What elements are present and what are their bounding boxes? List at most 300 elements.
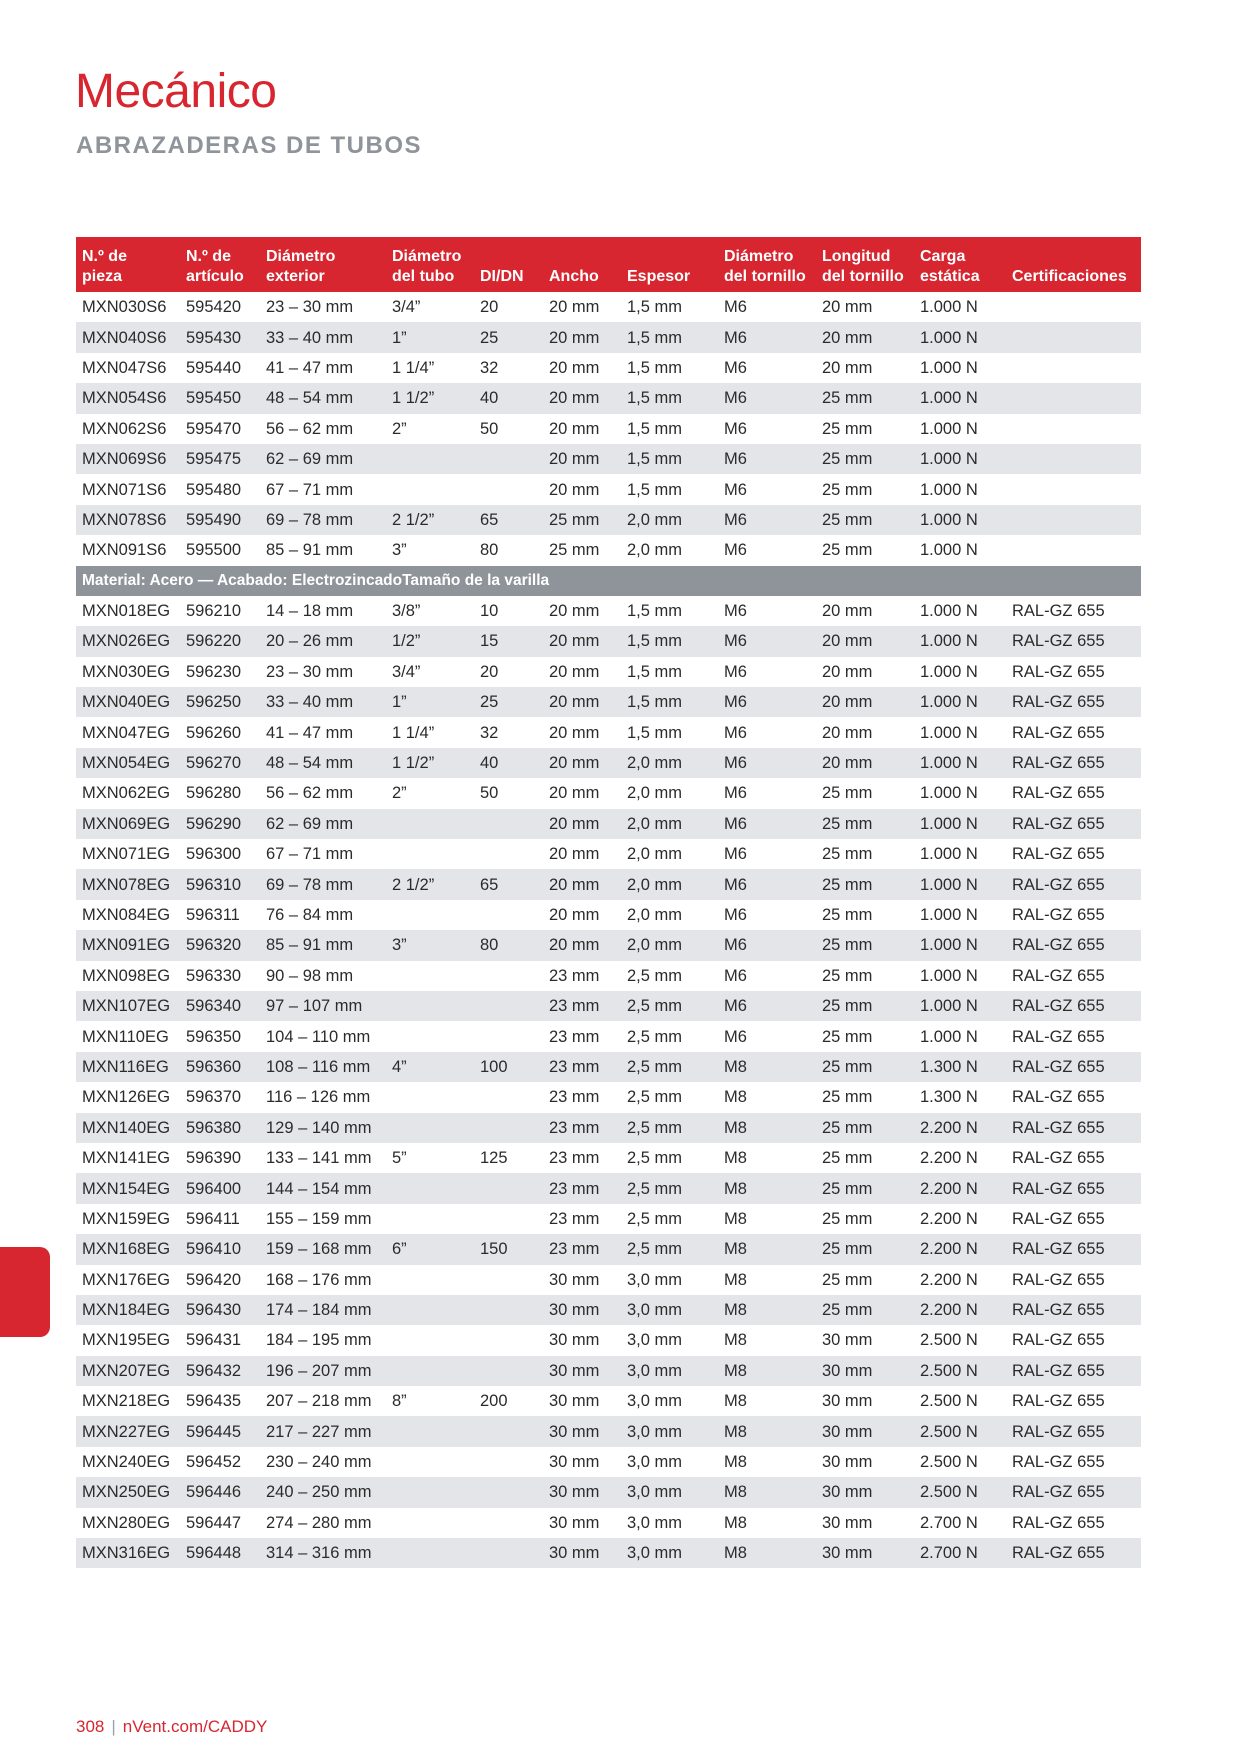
table-cell: 40: [474, 383, 543, 413]
table-cell: RAL-GZ 655: [1012, 1149, 1105, 1168]
table-cell: MXN018EG: [82, 602, 171, 621]
column-header: [914, 237, 1006, 292]
table-row: [76, 839, 1141, 869]
table-cell: RAL-GZ 655: [1006, 1052, 1141, 1082]
table-cell: 25: [474, 322, 543, 352]
table-cell: 2.200 N: [914, 1295, 1006, 1325]
table-cell: [474, 839, 543, 869]
table-cell: 20 mm: [816, 322, 914, 352]
table-cell: 20 – 26 mm: [260, 626, 386, 656]
table-cell: 20: [480, 662, 499, 681]
table-cell: 8”: [392, 1392, 407, 1411]
table-cell: 2,0 mm: [621, 809, 718, 839]
table-cell: RAL-GZ 655: [1006, 1538, 1141, 1568]
table-cell: 30 mm: [543, 1477, 621, 1507]
table-cell: 1 1/4”: [392, 723, 435, 742]
table-cell: 3,0 mm: [621, 1295, 718, 1325]
table-cell: 25 mm: [822, 1088, 873, 1107]
table-cell: 25 mm: [822, 1027, 873, 1046]
table-cell: [474, 1295, 543, 1325]
table-cell: [474, 444, 543, 474]
table-cell: 85 – 91 mm: [260, 930, 386, 960]
table-cell: 23 mm: [543, 991, 621, 1021]
table-cell: RAL-GZ 655: [1006, 809, 1141, 839]
column-header-line: N.º de: [82, 248, 127, 265]
table-cell: RAL-GZ 655: [1006, 626, 1141, 656]
table-cell: 230 – 240 mm: [266, 1453, 372, 1472]
column-header-line: Longitud: [822, 248, 891, 265]
table-cell: M6: [718, 383, 816, 413]
table-cell: MXN250EG: [76, 1477, 180, 1507]
table-cell: 3/4”: [392, 298, 421, 317]
table-row: [76, 1447, 1141, 1477]
table-cell: 2,5 mm: [621, 1052, 718, 1082]
table-cell: MXN078EG: [76, 869, 180, 899]
table-cell: 2,0 mm: [621, 930, 718, 960]
table-cell: 596340: [180, 991, 260, 1021]
column-header-line: Ancho: [549, 268, 599, 285]
table-row: [76, 626, 1141, 656]
table-cell: 3,0 mm: [621, 1356, 718, 1386]
table-cell: [386, 1356, 474, 1386]
table-cell: 3,0 mm: [627, 1453, 683, 1472]
table-cell: 30 mm: [543, 1356, 621, 1386]
table-cell: [386, 961, 474, 991]
table-cell: 240 – 250 mm: [260, 1477, 386, 1507]
table-cell: MXN091EG: [76, 930, 180, 960]
table-cell: 595430: [180, 322, 260, 352]
table-cell: RAL-GZ 655: [1006, 1295, 1141, 1325]
table-cell: 62 – 69 mm: [260, 809, 386, 839]
table-cell: 32: [480, 723, 499, 742]
table-cell: M6: [718, 322, 816, 352]
table-cell: 25 mm: [549, 541, 600, 560]
column-header: [474, 237, 543, 292]
table-cell: M6: [718, 748, 816, 778]
table-cell: RAL-GZ 655: [1012, 1088, 1105, 1107]
column-header-line: Certificaciones: [1012, 268, 1127, 285]
table-cell: 1.000 N: [920, 419, 978, 438]
table-cell: 1.000 N: [920, 602, 978, 621]
table-cell: 217 – 227 mm: [260, 1416, 386, 1446]
table-cell: 25 mm: [816, 1173, 914, 1203]
table-cell: 2.500 N: [914, 1356, 1006, 1386]
table-cell: 125: [480, 1149, 508, 1168]
table-header-row: [76, 237, 1141, 292]
table-cell: M6: [724, 966, 747, 985]
table-row: [76, 778, 1141, 808]
table-cell: 596320: [180, 930, 260, 960]
table-cell: 596411: [186, 1209, 240, 1228]
table-cell: M8: [724, 1088, 747, 1107]
table-cell: 23 mm: [549, 1088, 600, 1107]
table-cell: MXN069S6: [76, 444, 180, 474]
table-cell: 3/8”: [392, 602, 421, 621]
table-cell: 3,0 mm: [627, 1392, 683, 1411]
table-cell: 1.000 N: [920, 662, 978, 681]
table-cell: 596390: [186, 1149, 242, 1168]
table-cell: 100: [474, 1052, 543, 1082]
table-cell: 595500: [186, 541, 242, 560]
table-cell: 20 mm: [543, 687, 621, 717]
table-cell: MXN159EG: [82, 1209, 171, 1228]
column-header-line: N.º de: [186, 248, 231, 265]
table-cell: 30 mm: [816, 1356, 914, 1386]
column-header-line: estática: [920, 268, 980, 285]
table-cell: 174 – 184 mm: [260, 1295, 386, 1325]
table-cell: 25 mm: [816, 444, 914, 474]
table-row: [76, 444, 1141, 474]
table-cell: 56 – 62 mm: [266, 419, 354, 438]
table-cell: M6: [724, 784, 747, 803]
table-cell: M8: [724, 1209, 747, 1228]
table-cell: 1,5 mm: [621, 687, 718, 717]
table-body: [76, 292, 1141, 1568]
table-cell: 97 – 107 mm: [260, 991, 386, 1021]
table-cell: 2,5 mm: [621, 1113, 718, 1143]
table-cell: 33 – 40 mm: [260, 687, 386, 717]
table-row: [76, 1234, 1141, 1264]
table-cell: 30 mm: [543, 1295, 621, 1325]
table-cell: [474, 1416, 543, 1446]
footer-url: nVent.com/CADDY: [122, 1717, 268, 1736]
table-cell: 3/4”: [392, 662, 421, 681]
table-cell: M8: [718, 1477, 816, 1507]
table-cell: RAL-GZ 655: [1006, 1113, 1141, 1143]
table-cell: 596310: [180, 869, 260, 899]
table-cell: 596311: [186, 906, 240, 924]
table-row: [76, 353, 1141, 383]
table-cell: 116 – 126 mm: [266, 1088, 371, 1107]
table-cell: RAL-GZ 655: [1006, 687, 1141, 717]
table-cell: M6: [724, 662, 747, 681]
table-cell: 48 – 54 mm: [260, 748, 386, 778]
table-cell: 41 – 47 mm: [266, 723, 354, 742]
table-cell: M8: [718, 1295, 816, 1325]
column-header-line: pieza: [82, 268, 123, 285]
table-cell: [386, 991, 474, 1021]
table-cell: 67 – 71 mm: [266, 480, 354, 499]
table-cell: [386, 1508, 474, 1538]
table-cell: 596290: [180, 809, 260, 839]
table-cell: 30 mm: [549, 1392, 600, 1411]
table-cell: 48 – 54 mm: [260, 383, 386, 413]
table-cell: M8: [718, 1234, 816, 1264]
table-cell: [386, 1447, 474, 1477]
table-cell: M6: [724, 358, 747, 377]
table-cell: 25 mm: [822, 541, 873, 560]
table-cell: 596447: [186, 1513, 242, 1532]
section-label: Material: Acero — Acabado: ElectrozincadoTamaño de la varilla: [76, 566, 1141, 596]
table-cell: MXN040S6: [76, 322, 180, 352]
table-cell: 20 mm: [549, 298, 600, 317]
table-cell: 595420: [186, 298, 242, 317]
table-cell: MXN126EG: [82, 1088, 171, 1107]
table-cell: 15: [474, 626, 543, 656]
table-cell: 129 – 140 mm: [260, 1113, 386, 1143]
table-cell: 104 – 110 mm: [266, 1027, 371, 1046]
table-cell: M6: [724, 298, 747, 317]
table-cell: 50: [480, 419, 499, 438]
table-cell: 23 – 30 mm: [266, 662, 354, 681]
table-cell: 596360: [180, 1052, 260, 1082]
table-cell: RAL-GZ 655: [1012, 1270, 1105, 1289]
table-cell: 1,5 mm: [627, 358, 683, 377]
table-cell: [386, 474, 474, 504]
table-cell: 25 mm: [822, 845, 873, 864]
table-cell: 1,5 mm: [621, 626, 718, 656]
page-footer: [76, 1717, 267, 1737]
table-cell: 1.000 N: [914, 626, 1006, 656]
table-cell: 30 mm: [816, 1477, 914, 1507]
table-row: [76, 1204, 1141, 1234]
table-cell: RAL-GZ 655: [1012, 662, 1105, 681]
column-header: [386, 237, 474, 292]
table-cell: [386, 1173, 474, 1203]
table-cell: 1,5 mm: [627, 662, 683, 681]
table-cell: MXN062EG: [82, 784, 171, 803]
table-cell: [474, 900, 543, 930]
table-cell: 20 mm: [543, 626, 621, 656]
table-cell: 4”: [386, 1052, 474, 1082]
table-cell: 196 – 207 mm: [260, 1356, 386, 1386]
table-cell: RAL-GZ 655: [1012, 1027, 1105, 1046]
table-cell: 30 mm: [549, 1513, 600, 1532]
table-cell: 2,0 mm: [627, 541, 683, 560]
table-cell: [474, 1082, 543, 1112]
table-cell: 596448: [180, 1538, 260, 1568]
table-cell: MXN071EG: [82, 845, 171, 864]
table-cell: MXN280EG: [82, 1513, 171, 1532]
table-cell: 1.000 N: [914, 869, 1006, 899]
table-cell: MXN026EG: [76, 626, 180, 656]
table-cell: 20 mm: [543, 930, 621, 960]
table-cell: 76 – 84 mm: [266, 906, 354, 924]
table-cell: 2”: [392, 419, 407, 438]
table-row: [76, 505, 1141, 535]
table-cell: MXN078S6: [76, 505, 180, 535]
table-cell: [386, 1325, 474, 1355]
column-header-line: Diámetro: [392, 248, 462, 265]
column-header-line: del tubo: [392, 268, 455, 285]
table-cell: 1.000 N: [920, 298, 978, 317]
table-cell: 144 – 154 mm: [260, 1173, 386, 1203]
table-cell: [1006, 322, 1141, 352]
table-cell: 20 mm: [543, 383, 621, 413]
table-cell: 3”: [392, 541, 407, 560]
column-header-line: DI/DN: [480, 268, 524, 285]
table-row: [76, 1508, 1141, 1538]
table-cell: 2.500 N: [914, 1477, 1006, 1507]
table-cell: MXN168EG: [76, 1234, 180, 1264]
table-cell: 595475: [180, 444, 260, 474]
table-cell: [1006, 535, 1141, 565]
table-cell: 2.500 N: [920, 1331, 978, 1350]
table-cell: 20 mm: [543, 748, 621, 778]
column-header: [543, 237, 621, 292]
footer-separator: |: [111, 1717, 116, 1736]
table-cell: MXN084EG: [82, 906, 171, 924]
table-cell: RAL-GZ 655: [1006, 748, 1141, 778]
table-cell: 25 mm: [822, 1149, 873, 1168]
table-cell: M8: [724, 1453, 747, 1472]
table-cell: RAL-GZ 655: [1012, 1392, 1105, 1411]
table-cell: 25 mm: [543, 505, 621, 535]
table-row: [76, 1325, 1141, 1355]
table-cell: RAL-GZ 655: [1012, 906, 1105, 924]
table-cell: 25 mm: [822, 1209, 873, 1228]
table-cell: 1,5 mm: [627, 723, 683, 742]
table-cell: 90 – 98 mm: [266, 966, 354, 985]
table-cell: [386, 1021, 474, 1051]
table-cell: [386, 1538, 474, 1568]
column-header: [621, 237, 718, 292]
table-cell: 25 mm: [816, 1113, 914, 1143]
table-cell: RAL-GZ 655: [1006, 930, 1141, 960]
table-cell: 32: [480, 358, 499, 377]
table-cell: 184 – 195 mm: [266, 1331, 372, 1350]
table-cell: RAL-GZ 655: [1006, 869, 1141, 899]
table-cell: RAL-GZ 655: [1012, 784, 1105, 803]
table-cell: 596260: [186, 723, 242, 742]
table-cell: [474, 961, 543, 991]
table-cell: [474, 1538, 543, 1568]
table-cell: 1.000 N: [920, 906, 978, 924]
table-row: [76, 961, 1141, 991]
table-cell: 25 mm: [816, 505, 914, 535]
table-cell: RAL-GZ 655: [1006, 1416, 1141, 1446]
table-cell: 2,5 mm: [627, 1209, 683, 1228]
table-cell: 30 mm: [543, 1538, 621, 1568]
table-cell: MXN240EG: [82, 1453, 171, 1472]
table-cell: 25 mm: [822, 480, 873, 499]
table-cell: MXN316EG: [76, 1538, 180, 1568]
table-cell: M6: [718, 626, 816, 656]
table-cell: 596220: [180, 626, 260, 656]
table-cell: 2.200 N: [920, 1270, 978, 1289]
table-cell: 1.000 N: [920, 845, 978, 864]
table-cell: 1.000 N: [914, 505, 1006, 535]
table-cell: 33 – 40 mm: [260, 322, 386, 352]
table-cell: 1.000 N: [920, 480, 978, 499]
table-cell: RAL-GZ 655: [1012, 1209, 1105, 1228]
table-cell: 65: [474, 505, 543, 535]
table-row: [76, 1477, 1141, 1507]
table-cell: 50: [480, 784, 499, 803]
table-row: [76, 1265, 1141, 1295]
table-cell: 23 mm: [543, 1173, 621, 1203]
table-cell: 168 – 176 mm: [266, 1270, 372, 1289]
table-cell: M6: [724, 419, 747, 438]
column-header-line: Carga: [920, 248, 966, 265]
table-cell: 62 – 69 mm: [260, 444, 386, 474]
table-row: [76, 687, 1141, 717]
table-cell: M8: [724, 1270, 747, 1289]
table-cell: 20 mm: [549, 906, 600, 924]
table-cell: M6: [724, 845, 747, 864]
table-cell: MXN047EG: [82, 723, 171, 742]
table-cell: MXN140EG: [76, 1113, 180, 1143]
table-row: [76, 1113, 1141, 1143]
table-cell: 2,5 mm: [627, 966, 683, 985]
table-cell: [474, 1447, 543, 1477]
table-cell: M6: [724, 906, 747, 924]
table-cell: [386, 900, 474, 930]
table-cell: [474, 1325, 543, 1355]
table-cell: 2.700 N: [920, 1513, 978, 1532]
table-row: [76, 1052, 1141, 1082]
table-row: [76, 383, 1141, 413]
column-header: [1006, 237, 1141, 292]
column-header: [76, 237, 180, 292]
table-cell: 596230: [186, 662, 242, 681]
table-cell: 2,5 mm: [627, 1027, 683, 1046]
table-cell: 596380: [180, 1113, 260, 1143]
table-cell: [474, 991, 543, 1021]
table-cell: M8: [718, 1356, 816, 1386]
table-cell: 314 – 316 mm: [260, 1538, 386, 1568]
table-cell: 1.000 N: [914, 444, 1006, 474]
table-cell: 20 mm: [822, 358, 873, 377]
table-cell: 20 mm: [549, 723, 600, 742]
table-cell: 2,5 mm: [621, 991, 718, 1021]
table-cell: 2.200 N: [920, 1209, 978, 1228]
table-cell: RAL-GZ 655: [1006, 1477, 1141, 1507]
table-cell: 23 mm: [549, 966, 600, 985]
table-cell: 25 mm: [822, 784, 873, 803]
table-cell: M6: [718, 869, 816, 899]
table-cell: 2 1/2”: [386, 869, 474, 899]
table-cell: RAL-GZ 655: [1006, 1356, 1141, 1386]
table-cell: RAL-GZ 655: [1012, 1331, 1105, 1350]
table-cell: 596270: [180, 748, 260, 778]
table-cell: [474, 1173, 543, 1203]
table-cell: 14 – 18 mm: [266, 602, 354, 621]
table-cell: 20 mm: [543, 322, 621, 352]
table-cell: 2,0 mm: [621, 869, 718, 899]
table-cell: MXN047S6: [82, 358, 167, 377]
table-cell: MXN054EG: [76, 748, 180, 778]
table-cell: RAL-GZ 655: [1006, 1234, 1141, 1264]
table-cell: 30 mm: [822, 1513, 873, 1532]
table-cell: 3,0 mm: [627, 1270, 683, 1289]
table-cell: 69 – 78 mm: [260, 869, 386, 899]
section-header-row: [76, 566, 1141, 596]
table-cell: 20 mm: [822, 662, 873, 681]
table-cell: 20 mm: [549, 419, 600, 438]
table-cell: 2,5 mm: [621, 1173, 718, 1203]
table-cell: 41 – 47 mm: [266, 358, 354, 377]
table-cell: 1,5 mm: [627, 602, 683, 621]
column-header: [816, 237, 914, 292]
table-cell: RAL-GZ 655: [1012, 602, 1105, 621]
table-cell: MXN030EG: [82, 662, 171, 681]
table-cell: 2.500 N: [914, 1416, 1006, 1446]
table-cell: [386, 1265, 474, 1295]
table-cell: M6: [718, 444, 816, 474]
table-cell: 2.200 N: [920, 1149, 978, 1168]
table-cell: [1006, 383, 1141, 413]
table-cell: 85 – 91 mm: [266, 541, 354, 560]
table-cell: 2,0 mm: [621, 505, 718, 535]
table-cell: 2,0 mm: [627, 784, 683, 803]
table-cell: 25 mm: [822, 966, 873, 985]
table-cell: 1.000 N: [920, 358, 978, 377]
table-cell: [386, 839, 474, 869]
table-cell: M8: [724, 1392, 747, 1411]
table-row: [76, 900, 1141, 930]
table-cell: 3,0 mm: [627, 1513, 683, 1532]
